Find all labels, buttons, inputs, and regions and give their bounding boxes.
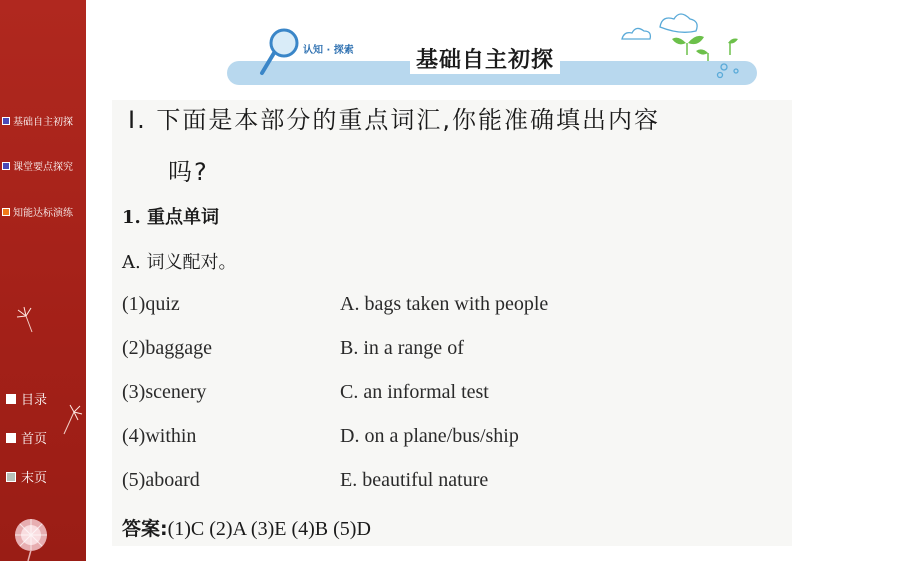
question-heading: Ⅰ. 下面是本部分的重点词汇,你能准确填出内容 [128,106,660,134]
sidebar-item-label: 知能达标演练 [13,208,73,219]
square-bullet-icon [6,472,16,482]
magnifier-icon [258,23,306,79]
sidebar-item-label: 课堂要点探究 [13,162,73,173]
dandelion-flower-icon [10,514,52,561]
vocab-word: (3)scenery [122,381,207,403]
nav-label: 目录 [21,393,48,408]
nav-label: 末页 [21,471,48,486]
dandelion-seed-icon [14,306,38,336]
question-heading-continued: 吗? [168,158,209,186]
clouds-sprouts-icon [616,9,756,81]
sidebar-item-key-points[interactable] [2,158,73,173]
subsection-title: A. 词义配对。 [122,252,237,273]
answer-label: 答案: [122,518,168,540]
sidebar [0,0,86,561]
square-bullet-icon [2,208,10,216]
vocab-word: (4)within [122,425,197,447]
nav-contents-button[interactable] [6,389,47,408]
vocab-definition: E. beautiful nature [340,469,489,491]
answer-line [122,514,371,541]
square-bullet-icon [6,433,16,443]
vocab-definition: A. bags taken with people [340,293,549,315]
banner-tag: 认知 · 探索 [303,45,354,56]
vocab-definition: B. in a range of [340,337,464,359]
vocab-word: (5)aboard [122,469,200,491]
vocab-word: (2)baggage [122,337,212,359]
banner-title: 基础自主初探 [410,43,560,74]
sidebar-item-basic-exploration[interactable] [2,113,73,128]
nav-last-page-button[interactable] [6,467,47,486]
nav-home-button[interactable] [6,428,47,447]
sidebar-item-practice[interactable] [2,204,73,219]
square-bullet-icon [2,117,10,125]
sidebar-item-label: 基础自主初探 [13,117,73,128]
nav-label: 首页 [21,432,48,447]
vocab-word: (1)quiz [122,293,180,315]
section-banner [130,3,846,101]
vocab-definition: C. an informal test [340,381,489,403]
answer-text: (1)C (2)A (3)E (4)B (5)D [167,518,371,540]
dandelion-seed-icon [58,404,84,438]
square-bullet-icon [6,394,16,404]
vocab-definition: D. on a plane/bus/ship [340,425,519,447]
slide-content [112,100,792,546]
section-title: 1. 重点单词 [122,207,220,228]
square-bullet-icon [2,162,10,170]
